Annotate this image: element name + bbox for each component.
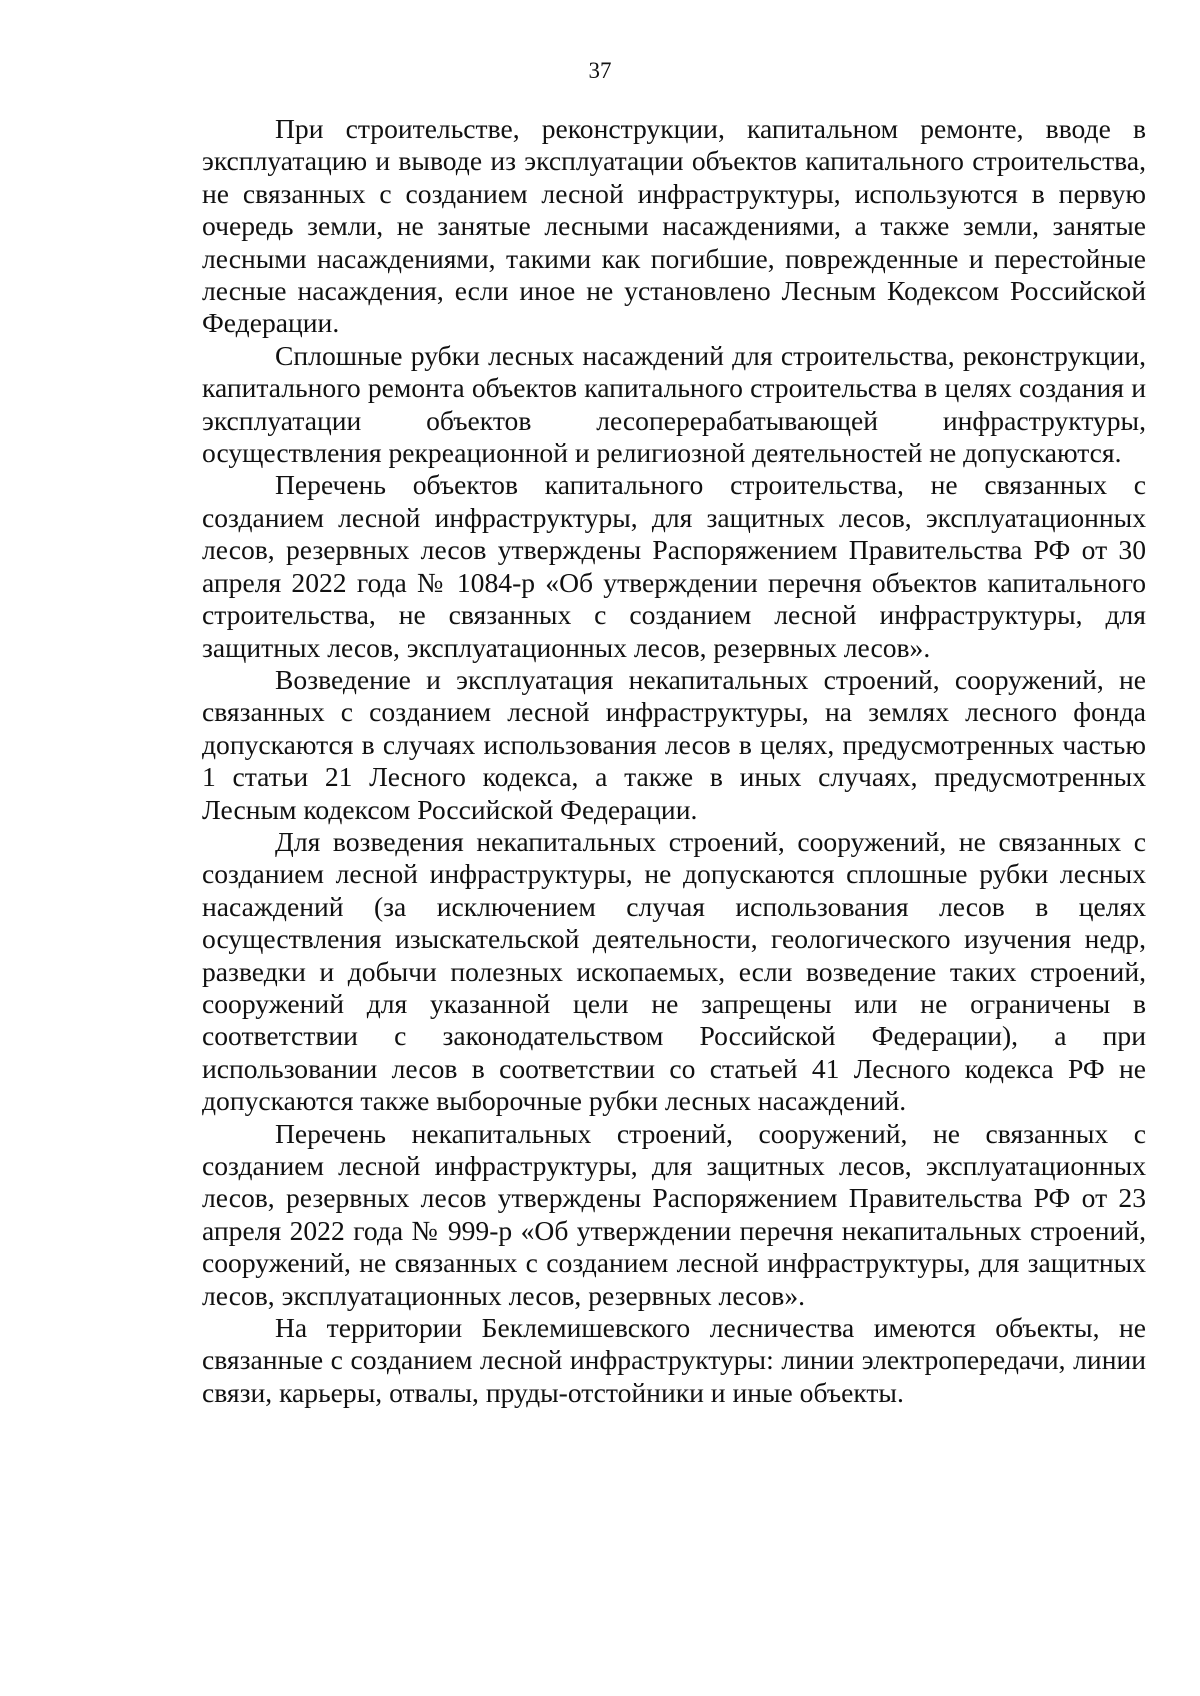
paragraph: Сплошные рубки лесных насаждений для строительства, реконструкции, капитального ремонта объектов капитального строительства в целях создания и эксплуатации объектов лесоперерабатывающей инфраструктуры, осуществления рекреационной и религиозной деятельностей не допускаются. xyxy=(202,339,1146,469)
paragraph: Перечень объектов капитального строительства, не связанных с созданием лесной инфраструктуры, для защитных лесов, эксплуатационных лесов, резервных лесов утверждены Распоряжением Правительства РФ от 30 апреля 2022 года № 1084-р «Об утверждении перечня объектов капитального строительства, не связанных с созданием лесной инфраструктуры, для защитных лесов, эксплуатационных лесов, резервных лесов». xyxy=(202,469,1146,663)
paragraph: Возведение и эксплуатация некапитальных строений, сооружений, не связанных с созданием лесной инфраструктуры, на землях лесного фонда допускаются в случаях использования лесов в целях, предусмотренных частью 1 статьи 21 Лесного кодекса, а также в иных случаях, предусмотренных Лесным кодексом Российской Федерации. xyxy=(202,663,1146,825)
body-text xyxy=(202,113,1146,1409)
paragraph: Для возведения некапитальных строений, сооружений, не связанных с созданием лесной инфраструктуры, не допускаются сплошные рубки лесных насаждений (за исключением случая использования лесов в целях осуществления изыскательской деятельности, геологического изучения недр, разведки и добычи полезных ископаемых, если возведение таких строений, сооружений для указанной цели не запрещены или не ограничены в соответствии с законодательством Российской Федерации), а при использовании лесов в соответствии со статьей 41 Лесного кодекса РФ не допускаются также выборочные рубки лесных насаждений. xyxy=(202,825,1146,1117)
paragraph: На территории Беклемишевского лесничества имеются объекты, не связанные с созданием лесной инфраструктуры: линии электропередачи, линии связи, карьеры, отвалы, пруды-отстойники и иные объекты. xyxy=(202,1312,1146,1408)
paragraph: При строительстве, реконструкции, капитальном ремонте, вводе в эксплуатацию и выводе из эксплуатации объектов капитального строительства, не связанных с созданием лесной инфраструктуры, используются в первую очередь земли, не занятые лесными насаждениями, а также земли, занятые лесными насаждениями, такими как погибшие, поврежденные и перестойные лесные насаждения, если иное не установлено Лесным Кодексом Российской Федерации. xyxy=(202,113,1146,339)
paragraph: Перечень некапитальных строений, сооружений, не связанных с созданием лесной инфраструктуры, для защитных лесов, эксплуатационных лесов, резервных лесов утверждены Распоряжением Правительства РФ от 23 апреля 2022 года № 999-р «Об утверждении перечня некапитальных строений, сооружений, не связанных с созданием лесной инфраструктуры, для защитных лесов, эксплуатационных лесов, резервных лесов». xyxy=(202,1117,1146,1311)
page-number: 37 xyxy=(588,58,612,83)
